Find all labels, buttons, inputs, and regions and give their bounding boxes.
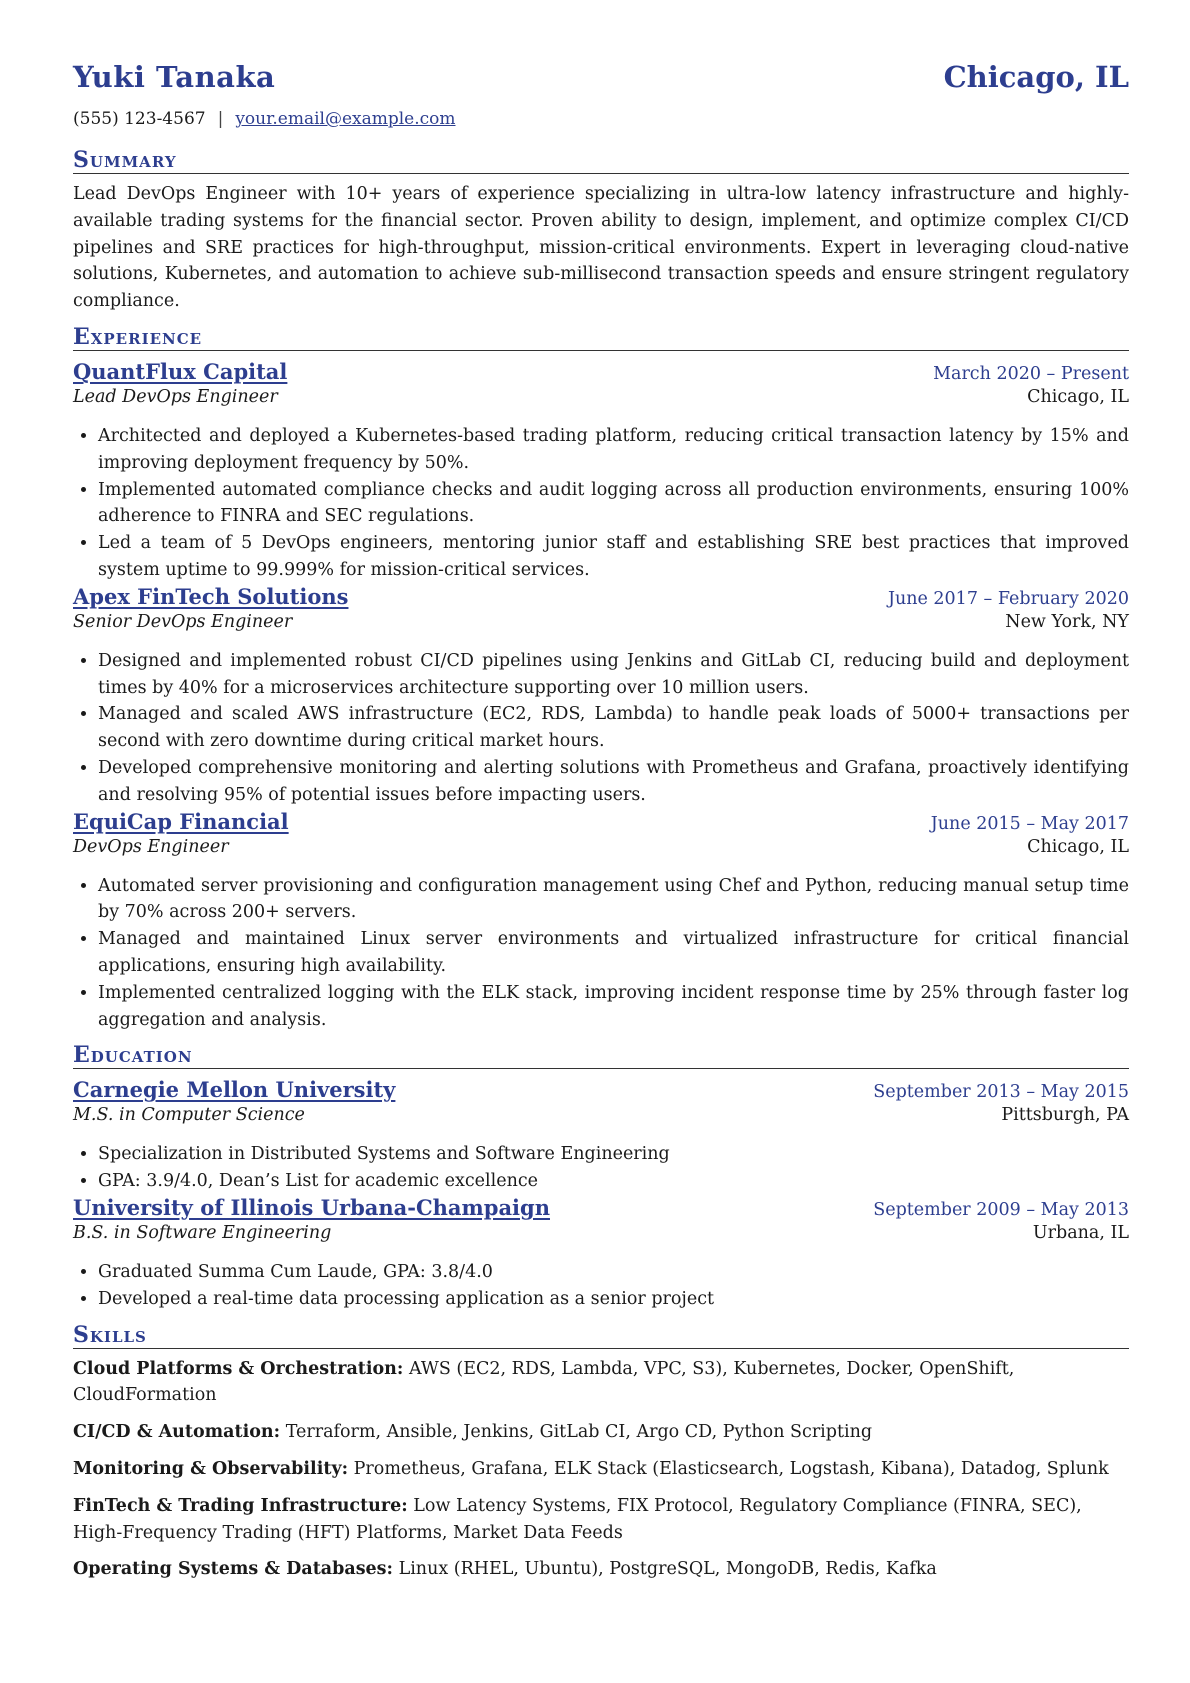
degree: M.S. in Computer Science xyxy=(73,1105,305,1126)
education-detail-item: • Developed a real-time data processing application as a senior project xyxy=(98,1286,1129,1313)
summary-heading: Summary xyxy=(73,147,1129,174)
experience-entry xyxy=(73,584,1129,809)
resume-page xyxy=(73,60,1129,1583)
school-location: Urbana, IL xyxy=(1032,1222,1129,1243)
education-detail-list xyxy=(73,1259,1129,1313)
job-location: Chicago, IL xyxy=(1027,836,1129,857)
study-dates: September 2013 – May 2015 xyxy=(873,1082,1129,1103)
employer-link[interactable]: QuantFlux Capital xyxy=(73,358,288,384)
contact-line xyxy=(73,109,1129,143)
skill-items: AWS (EC2, RDS, Lambda, VPC, S3), Kubernetes, Docker, OpenShift, CloudFormation xyxy=(73,1358,1015,1406)
employer-link[interactable]: Apex FinTech Solutions xyxy=(73,583,349,609)
achievement-item: • Developed comprehensive monitoring and alerting solutions with Prometheus and Grafana, proactively identifying and resolving 95% of potential issues before impacting users. xyxy=(98,755,1129,809)
skill-category: Monitoring & Observability: xyxy=(73,1458,349,1479)
phone-number: (555) 123-4567 xyxy=(73,109,206,129)
summary-text: Lead DevOps Engineer with 10+ years of experience specializing in ultra-low latency infrastructure and highly-available trading systems for the financial sector. Proven ability to design, implement, and optimize complex CI/CD pipelines and SRE practices for high-throughput, mission-critical environments. Expert in leveraging cloud-native solutions, Kubernetes, and automation to achieve sub-millisecond transaction speeds and ensure stringent regulatory compliance. xyxy=(73,184,1129,312)
skill-row xyxy=(73,1356,1129,1410)
achievement-list xyxy=(73,873,1129,1034)
education-entry xyxy=(73,1195,1129,1313)
skill-items: Low Latency Systems, FIX Protocol, Regulatory Compliance (FINRA, SEC), High-Frequency Trading (HFT) Platforms, Market Data Feeds xyxy=(73,1495,1082,1543)
skill-category: Operating Systems & Databases: xyxy=(73,1559,393,1580)
resume-header xyxy=(73,60,1129,108)
school-link[interactable]: Carnegie Mellon University xyxy=(73,1077,396,1103)
employment-dates: March 2020 – Present xyxy=(933,363,1129,384)
job-location: New York, NY xyxy=(1005,611,1129,632)
contact-separator: | xyxy=(217,109,224,129)
achievement-item: • Automated server provisioning and configuration management using Chef and Python, reducing manual setup time by 70% across 200+ servers. xyxy=(98,873,1129,927)
candidate-name: Yuki Tanaka xyxy=(73,60,276,94)
education-detail-list xyxy=(73,1141,1129,1195)
employment-dates: June 2015 – May 2017 xyxy=(930,813,1129,834)
email-link[interactable]: your.email@example.com xyxy=(235,109,456,129)
experience-heading: Experience xyxy=(73,324,1129,351)
education-entry xyxy=(73,1077,1129,1195)
skill-category: FinTech & Trading Infrastructure: xyxy=(73,1495,408,1516)
school-link[interactable]: University of Illinois Urbana-Champaign xyxy=(73,1194,550,1220)
skill-category: Cloud Platforms & Orchestration: xyxy=(73,1358,404,1379)
education-detail-item: • Graduated Summa Cum Laude, GPA: 3.8/4.0 xyxy=(98,1259,1129,1286)
employment-dates: June 2017 – February 2020 xyxy=(887,588,1129,609)
skills-heading: Skills xyxy=(73,1322,1129,1349)
school-location: Pittsburgh, PA xyxy=(1001,1105,1129,1126)
skill-items: Terraform, Ansible, Jenkins, GitLab CI, Argo CD, Python Scripting xyxy=(285,1422,873,1443)
skill-row xyxy=(73,1456,1129,1483)
job-title: DevOps Engineer xyxy=(73,836,229,857)
achievement-item: • Led a team of 5 DevOps engineers, mentoring junior staff and establishing SRE best practices that improved system uptime to 99.999% for mission-critical services. xyxy=(98,530,1129,584)
experience-entry xyxy=(73,359,1129,584)
skill-items: Prometheus, Grafana, ELK Stack (Elasticsearch, Logstash, Kibana), Datadog, Splunk xyxy=(353,1458,1109,1479)
job-title: Senior DevOps Engineer xyxy=(73,611,293,632)
achievement-item: • Designed and implemented robust CI/CD pipelines using Jenkins and GitLab CI, reducing build and deployment times by 40% for a microservices architecture supporting over 10 million users. xyxy=(98,648,1129,702)
education-detail-item: • GPA: 3.9/4.0, Dean’s List for academic excellence xyxy=(98,1168,1129,1195)
experience-entry xyxy=(73,809,1129,1034)
study-dates: September 2009 – May 2013 xyxy=(873,1199,1129,1220)
candidate-location: Chicago, IL xyxy=(943,60,1129,94)
education-detail-item: • Specialization in Distributed Systems and Software Engineering xyxy=(98,1141,1129,1168)
job-title: Lead DevOps Engineer xyxy=(73,386,278,407)
degree: B.S. in Software Engineering xyxy=(73,1222,332,1243)
skill-row xyxy=(73,1493,1129,1547)
achievement-item: • Managed and scaled AWS infrastructure (EC2, RDS, Lambda) to handle peak loads of 5000+ transactions per second with zero downtime during critical market hours. xyxy=(98,701,1129,755)
skills-list xyxy=(73,1356,1129,1584)
achievement-list xyxy=(73,648,1129,809)
achievement-item: • Implemented centralized logging with the ELK stack, improving incident response time by 25% through faster log aggregation and analysis. xyxy=(98,980,1129,1034)
skill-row xyxy=(73,1556,1129,1583)
education-heading: Education xyxy=(73,1042,1129,1069)
achievement-item: • Implemented automated compliance checks and audit logging across all production environments, ensuring 100% adherence to FINRA and SEC regulations. xyxy=(98,477,1129,531)
skill-row xyxy=(73,1419,1129,1446)
achievement-item: • Architected and deployed a Kubernetes-based trading platform, reducing critical transaction latency by 15% and improving deployment frequency by 50%. xyxy=(98,423,1129,477)
achievement-item: • Managed and maintained Linux server environments and virtualized infrastructure for critical financial applications, ensuring high availability. xyxy=(98,926,1129,980)
skill-category: CI/CD & Automation: xyxy=(73,1422,281,1443)
skill-items: Linux (RHEL, Ubuntu), PostgreSQL, MongoDB, Redis, Kafka xyxy=(398,1559,937,1580)
job-location: Chicago, IL xyxy=(1027,386,1129,407)
employer-link[interactable]: EquiCap Financial xyxy=(73,808,289,834)
achievement-list xyxy=(73,423,1129,584)
